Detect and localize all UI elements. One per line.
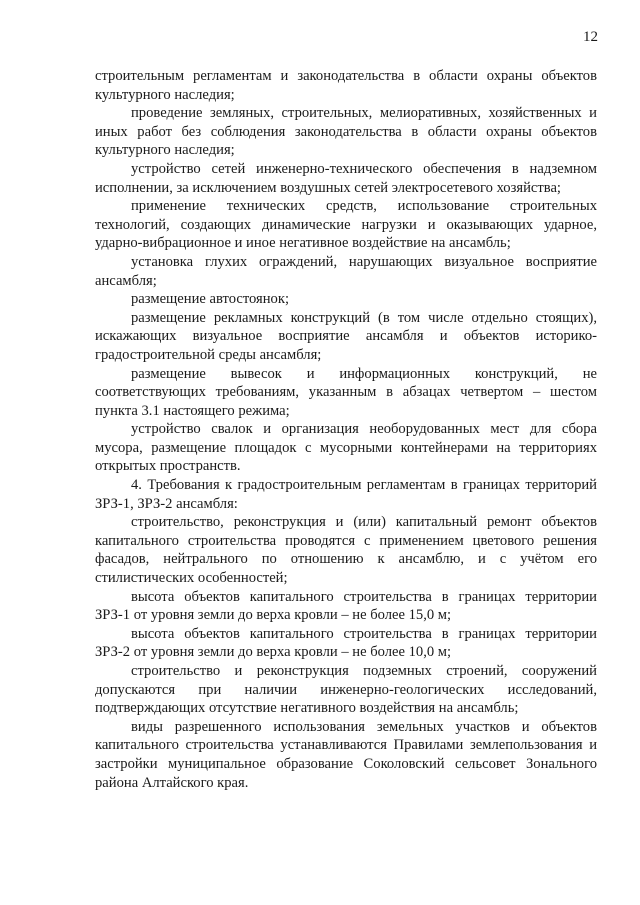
paragraph: применение технических средств, использование строительных технологий, создающих динамические нагрузки и оказывающих ударное, ударно-вибрационное и иное негативное воздействие на ансамбль; — [95, 198, 597, 252]
paragraph: размещение автостоянок; — [131, 291, 290, 308]
page-number: 12 — [583, 29, 598, 45]
paragraph: строительным регламентам и законодательства в области охраны объектов культурного наследия; — [95, 68, 597, 103]
paragraph: устройство свалок и организация необорудованных мест для сбора мусора, размещение площадок с мусорными контейнерами на территориях открытых пространств. — [95, 421, 597, 475]
paragraph: виды разрешенного использования земельных участков и объектов капитального строительства устанавливаются Правилами землепользования и застройки муниципальное образование Соколовский сельсовет Зонального района Алтайского края. — [95, 718, 597, 791]
document-body — [95, 67, 597, 792]
paragraph: строительство и реконструкция подземных строений, сооружений допускаются при наличии инженерно-геологических исследований, подтверждающих отсутствие негативного воздействия на ансамбль; — [95, 663, 597, 717]
section-heading: 4. Требования к градостроительным регламентам в границах территорий ЗРЗ-1, ЗРЗ-2 ансамбля: — [95, 477, 597, 512]
paragraph: высота объектов капитального строительства в границах территории ЗРЗ-2 от уровня земли до верха кровли – не более 10,0 м; — [95, 625, 597, 661]
paragraph: размещение рекламных конструкций (в том числе отдельно стоящих), искажающих визуальное восприятие ансамбля и объектов историко-градостроительной среды ансамбля; — [95, 309, 597, 363]
paragraph: устройство сетей инженерно-технического обеспечения в надземном исполнении, за исключением воздушных сетей электросетевого хозяйства; — [95, 160, 597, 196]
paragraph: размещение вывесок и информационных конструкций, не соответствующих требованиям, указанным в абзацах четвертом – шестом пункта 3.1 настоящего режима; — [95, 365, 597, 419]
paragraph: проведение земляных, строительных, мелиоративных, хозяйственных и иных работ без соблюдения законодательства в области охраны объектов культурного наследия; — [95, 105, 597, 159]
paragraph: установка глухих ограждений, нарушающих визуальное восприятие ансамбля; — [95, 253, 597, 289]
paragraph: строительство, реконструкция и (или) капитальный ремонт объектов капитального строительства проводятся с применением цветового решения фасадов, нейтрального по отношению к ансамблю, и с учётом его стилистических особенностей; — [95, 514, 597, 587]
paragraph: высота объектов капитального строительства в границах территории ЗРЗ-1 от уровня земли до верха кровли – не более 15,0 м; — [95, 588, 597, 624]
